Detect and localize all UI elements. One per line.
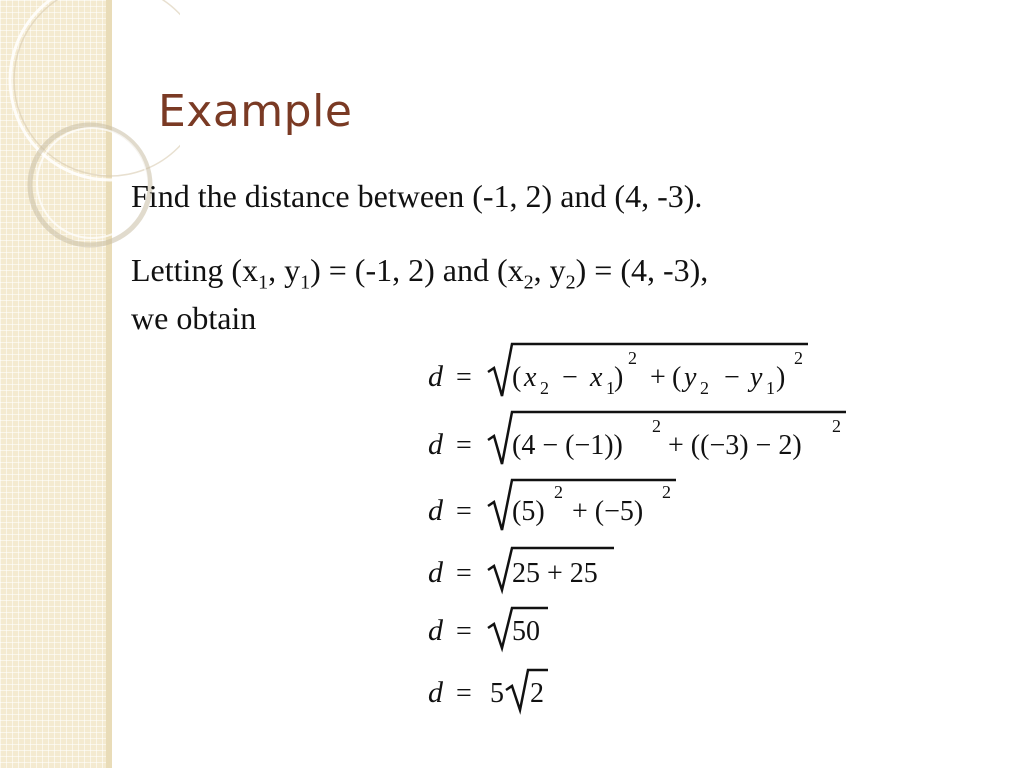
var-d: d	[428, 676, 443, 709]
equation-line-4	[428, 548, 614, 590]
expression-part: + ((−3) − 2)	[668, 430, 802, 461]
equals-sign: =	[456, 496, 472, 527]
var-d: d	[428, 360, 443, 393]
expression-part: (5)	[512, 496, 545, 527]
minus-sign: −	[562, 362, 578, 393]
equation-line-6	[428, 670, 548, 710]
equation-line-2	[428, 412, 846, 464]
equation-line-1	[428, 344, 808, 398]
subscript: 2	[540, 378, 549, 398]
problem-statement: Find the distance between (-1, 2) and (4, -3).	[131, 178, 703, 214]
exponent: 2	[832, 416, 841, 436]
equals-sign: =	[456, 362, 472, 393]
expression-part: + (−5)	[572, 496, 644, 527]
letting-mid3: , y	[533, 252, 566, 288]
paren-close: )	[776, 362, 786, 393]
plus-sign: +	[650, 362, 666, 393]
equation-line-3	[428, 480, 676, 530]
subscript: 2	[523, 271, 534, 294]
equals-sign: =	[456, 430, 472, 461]
obtain-statement: we obtain	[131, 300, 257, 336]
expression-part: (4 − (−1))	[512, 430, 623, 461]
subscript: 2	[565, 271, 576, 294]
letting-suffix: ) = (4, -3),	[575, 252, 709, 288]
var-d: d	[428, 494, 443, 527]
equals-sign: =	[456, 678, 472, 709]
var-y: y	[750, 362, 763, 393]
equals-sign: =	[456, 558, 472, 589]
distance-equations	[428, 340, 908, 740]
decor-circle-large	[10, 0, 180, 180]
coefficient: 5	[490, 678, 504, 709]
subscript: 1	[766, 378, 775, 398]
var-d: d	[428, 428, 443, 461]
subscript: 2	[700, 378, 709, 398]
var-y: y	[684, 362, 697, 393]
expression-part: 25 + 25	[512, 558, 598, 589]
slide-title: Example	[158, 86, 353, 137]
exponent: 2	[662, 482, 671, 502]
exponent: 2	[652, 416, 661, 436]
equals-sign: =	[456, 616, 472, 647]
minus-sign: −	[724, 362, 740, 393]
letting-statement	[131, 250, 708, 295]
var-d: d	[428, 556, 443, 589]
exponent: 2	[628, 348, 637, 368]
exponent: 2	[794, 348, 803, 368]
expression-part: 50	[512, 616, 540, 647]
paren-close: )	[614, 362, 624, 393]
subscript: 1	[300, 271, 311, 294]
radicand: 2	[530, 678, 544, 709]
paren-open: (	[672, 362, 682, 393]
subscript: 1	[258, 271, 269, 294]
var-x: x	[524, 362, 537, 393]
paren-open: (	[512, 362, 522, 393]
var-d: d	[428, 614, 443, 647]
subscript: 1	[606, 378, 615, 398]
letting-prefix: Letting (x	[131, 252, 259, 288]
exponent: 2	[554, 482, 563, 502]
letting-mid1: , y	[268, 252, 301, 288]
equation-line-5	[428, 608, 548, 648]
letting-mid2: ) = (-1, 2) and (x	[310, 252, 524, 288]
var-x: x	[590, 362, 603, 393]
